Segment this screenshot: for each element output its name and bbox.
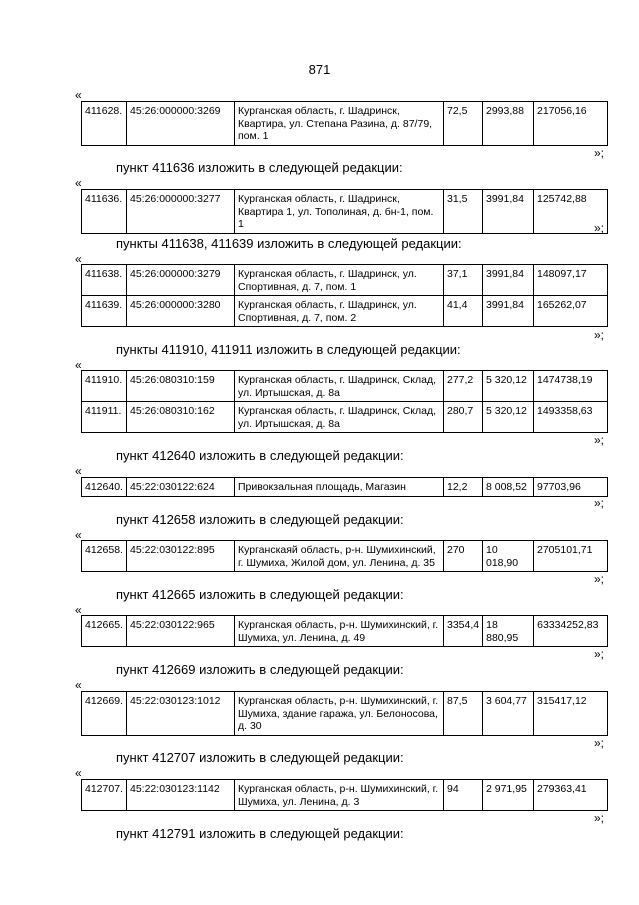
address-cell: Курганскаяй область, р-н. Шумихинский, г. Шумиха, Жилой дом, ул. Ленина, д. 35 [235,541,444,572]
intro-line: пункт 412658 изложить в следующей редакции: [116,512,404,527]
address-cell: Курганская область, р-н. Шумихинский, г. Шумиха, ул. Ленина, д. 3 [235,780,444,811]
open-quote: « [75,464,82,478]
row-number-cell: 412640. [82,478,127,497]
table-row [82,190,608,234]
close-quote: »; [594,736,605,750]
address-cell: Курганская область, г. Шадринск, Квартира 1, ул. Тополиная, д. бн-1, пом. 1 [235,190,444,234]
close-quote: »; [594,433,605,447]
table-row [82,692,608,736]
open-quote: « [75,766,82,780]
address-cell: Курганская область, г. Шадринск, Склад, ул. Иртышская, д. 8а [235,371,444,402]
rate-cell: 3 604,77 [483,692,534,736]
close-quote: »; [594,496,605,510]
record-table [81,370,608,433]
record-table [81,540,608,572]
rate-cell: 3991,84 [483,190,534,234]
row-number-cell: 411910. [82,371,127,402]
value-cell: 1474738,19 [534,371,608,402]
table-row [82,371,608,402]
intro-line: пункты 411638, 411639 изложить в следующей редакции: [116,236,462,251]
cadastral-number-cell: 45:22:030122:624 [127,478,235,497]
area-cell: 37,1 [444,265,483,296]
address-cell: Курганская область, г. Шадринск, Склад, ул. Иртышская, д. 8а [235,402,444,433]
value-cell: 1493358,63 [534,402,608,433]
cadastral-number-cell: 45:26:080310:162 [127,402,235,433]
table-row [82,102,608,146]
rate-cell: 5 320,12 [483,371,534,402]
intro-line: пункт 412791 изложить в следующей редакции: [116,826,404,841]
intro-line: пункт 412707 изложить в следующей редакции: [116,750,404,765]
value-cell: 279363,41 [534,780,608,811]
open-quote: « [75,528,82,542]
intro-line: пункты 411910, 411911 изложить в следующей редакции: [116,342,461,357]
address-cell: Курганская область, г. Шадринск, ул. Спортивная, д. 7, пом. 2 [235,296,444,327]
record-table [81,691,608,736]
open-quote: « [75,678,82,692]
area-cell: 87,5 [444,692,483,736]
record-table [81,779,608,811]
value-cell: 97703,96 [534,478,608,497]
value-cell: 165262,07 [534,296,608,327]
intro-line: пункт 412640 изложить в следующей редакции: [116,448,404,463]
area-cell: 12,2 [444,478,483,497]
row-number-cell: 412658. [82,541,127,572]
value-cell: 148097,17 [534,265,608,296]
value-cell: 2705101,71 [534,541,608,572]
record-table [81,189,608,234]
cadastral-number-cell: 45:22:030123:1012 [127,692,235,736]
value-cell: 217056,16 [534,102,608,146]
close-quote: »; [594,811,605,825]
table-row [82,265,608,296]
area-cell: 94 [444,780,483,811]
value-cell: 63334252,83 [534,616,608,647]
row-number-cell: 411628. [82,102,127,146]
area-cell: 280,7 [444,402,483,433]
rate-cell: 3991,84 [483,296,534,327]
row-number-cell: 411636. [82,190,127,234]
cadastral-number-cell: 45:22:030123:1142 [127,780,235,811]
row-number-cell: 412707. [82,780,127,811]
rate-cell: 2 971,95 [483,780,534,811]
address-cell: Курганская область, г. Шадринск, ул. Спортивная, д. 7, пом. 1 [235,265,444,296]
area-cell: 3354,4 [444,616,483,647]
intro-line: пункт 411636 изложить в следующей редакции: [116,160,403,175]
open-quote: « [75,358,82,372]
cadastral-number-cell: 45:26:000000:3269 [127,102,235,146]
table-row [82,478,608,497]
address-cell: Курганская область, р-н. Шумихинский, г. Шумиха, здание гаража, ул. Белоносова, д. 30 [235,692,444,736]
intro-line: пункт 412665 изложить в следующей редакции: [116,587,404,602]
intro-line: пункт 412669 изложить в следующей редакции: [116,662,404,677]
open-quote: « [75,176,82,190]
address-cell: Привокзальная площадь, Магазин [235,478,444,497]
cadastral-number-cell: 45:26:000000:3277 [127,190,235,234]
rate-cell: 2993,88 [483,102,534,146]
cadastral-number-cell: 45:26:000000:3280 [127,296,235,327]
close-quote: »; [594,328,605,342]
value-cell: 125742,88 [534,190,608,234]
cadastral-number-cell: 45:22:030122:965 [127,616,235,647]
address-cell: Курганская область, г. Шадринск, Квартира, ул. Степана Разина, д. 87/79, пом. 1 [235,102,444,146]
rate-cell: 10 018,90 [483,541,534,572]
close-quote: »; [594,221,605,235]
area-cell: 72,5 [444,102,483,146]
rate-cell: 8 008,52 [483,478,534,497]
record-table [81,615,608,647]
open-quote: « [75,603,82,617]
row-number-cell: 411638. [82,265,127,296]
record-table [81,264,608,327]
rate-cell: 5 320,12 [483,402,534,433]
area-cell: 270 [444,541,483,572]
table-row [82,616,608,647]
open-quote: « [75,88,82,102]
record-table [81,101,608,146]
page-number: 871 [308,62,331,77]
area-cell: 277,2 [444,371,483,402]
cadastral-number-cell: 45:26:080310:159 [127,371,235,402]
row-number-cell: 412669. [82,692,127,736]
rate-cell: 18 880,95 [483,616,534,647]
area-cell: 31,5 [444,190,483,234]
table-row [82,402,608,433]
table-row [82,780,608,811]
table-row [82,541,608,572]
close-quote: »; [594,572,605,586]
address-cell: Курганская область, р-н. Шумихинский, г. Шумиха, ул. Ленина, д. 49 [235,616,444,647]
row-number-cell: 411639. [82,296,127,327]
table-row [82,296,608,327]
close-quote: »; [594,146,605,160]
area-cell: 41,4 [444,296,483,327]
row-number-cell: 411911. [82,402,127,433]
close-quote: »; [594,647,605,661]
rate-cell: 3991,84 [483,265,534,296]
record-table [81,477,608,497]
open-quote: « [75,252,82,266]
row-number-cell: 412665. [82,616,127,647]
cadastral-number-cell: 45:22:030122:895 [127,541,235,572]
cadastral-number-cell: 45:26:000000:3279 [127,265,235,296]
value-cell: 315417,12 [534,692,608,736]
